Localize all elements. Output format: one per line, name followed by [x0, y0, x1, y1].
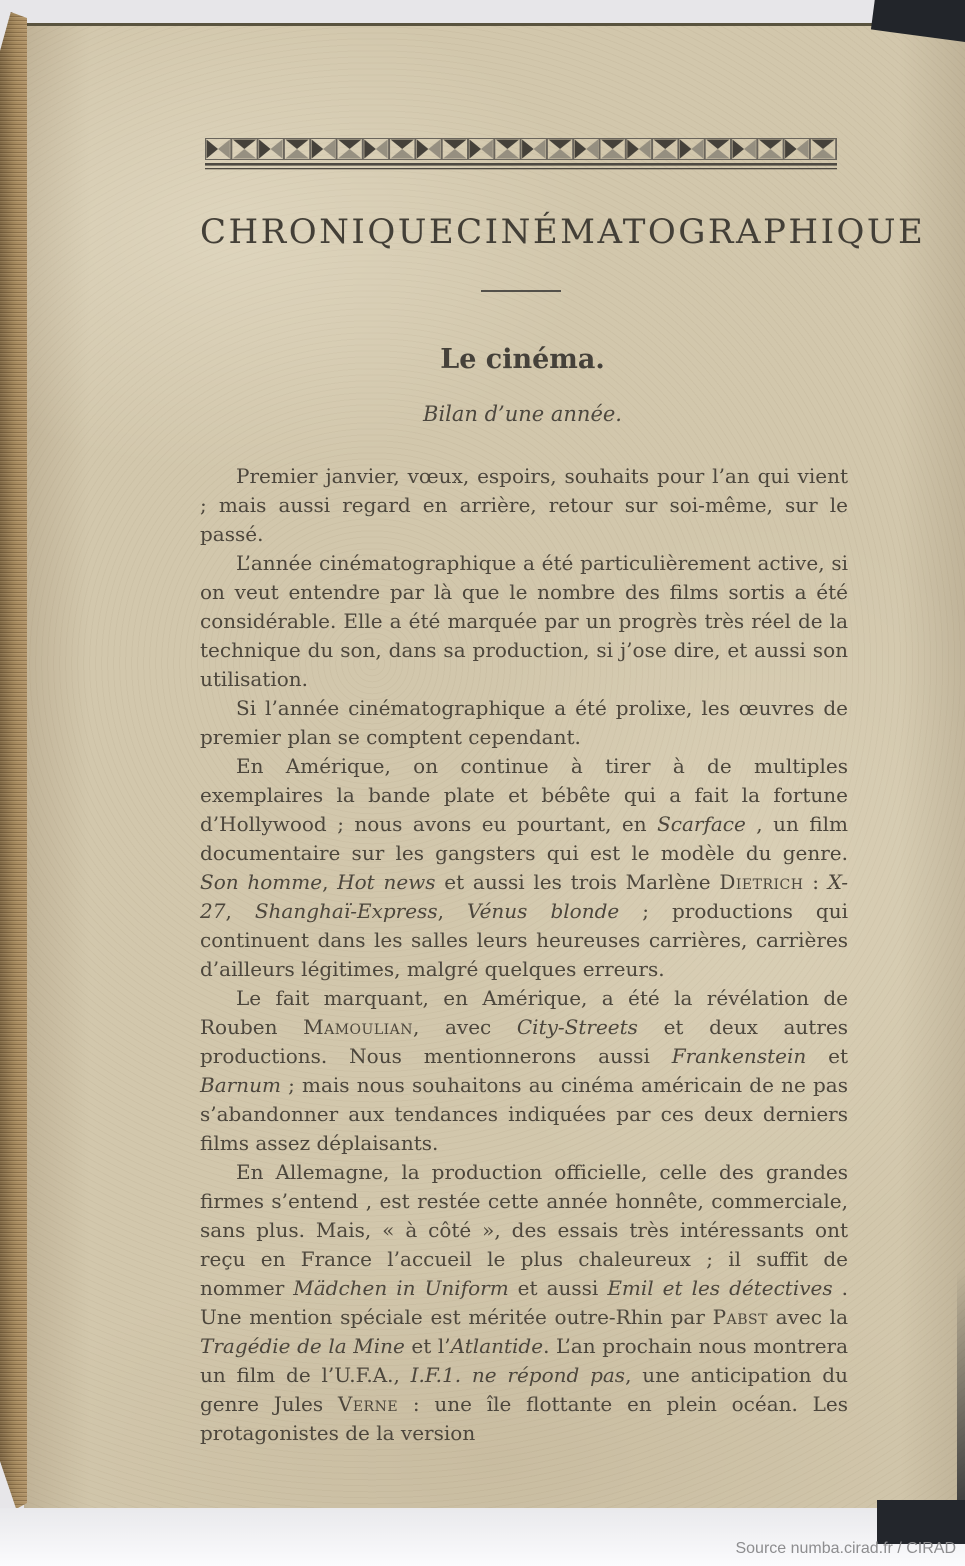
- section-subheading: Bilan d’une année.: [423, 402, 622, 426]
- film-title: Vénus blonde: [466, 899, 620, 923]
- film-title: Atlantide: [450, 1334, 544, 1358]
- text-run: Si l’année cinématographique a été prolixe, les œuvres de premier plan se comptent cependant.: [200, 696, 848, 749]
- text-run: ,: [225, 899, 255, 923]
- text-run: ,: [322, 870, 338, 894]
- person-name: Dietrich: [719, 870, 804, 894]
- book-cover-edge-right: [957, 1270, 965, 1512]
- film-title: Son homme: [200, 870, 323, 894]
- text-run: ; productions qui continuent dans les salles leurs heureuses carrières, carrières d’ailleurs légitimes, malgré quelques erreurs.: [200, 899, 848, 981]
- film-title: Scarface: [657, 812, 746, 836]
- book-cover-corner-bottom-right: [877, 1500, 965, 1544]
- text-run: En Allemagne, la production officielle, celle des grandes firmes s’entend , est restée cette année honnête, commerciale, sans plus. Mais, « à côté », des essais très intéressants ont reçu en France l’accueil le plus chaleureux ; il suffit de nommer: [200, 1160, 848, 1300]
- text-run: . Une mention spéciale est méritée outre-Rhin par: [200, 1276, 848, 1329]
- film-title: X-27: [200, 870, 848, 923]
- title-divider-rule: [481, 290, 561, 292]
- film-title: Mädchen in Uniform: [293, 1276, 509, 1300]
- film-title: Shanghaï-Express: [254, 899, 438, 923]
- film-title: City-Streets: [516, 1015, 638, 1039]
- article-body: [200, 462, 848, 1448]
- text-run: En Amérique, on continue à tirer à de multiples exemplaires la bande plate et bébête qui a fait la fortune d’Hollywood ; nous avons eu pourtant, en: [200, 754, 848, 836]
- text-run: et aussi: [508, 1276, 608, 1300]
- text-run: ; mais nous souhaitons au cinéma américain de ne pas s’abandonner aux tendances indiquées par ces deux derniers films assez déplaisants.: [200, 1073, 848, 1155]
- text-run: et aussi les trois Marlène: [435, 870, 720, 894]
- text-run: et deux autres productions. Nous mentionnerons aussi: [200, 1015, 848, 1068]
- film-title: Hot news: [337, 870, 436, 894]
- section-heading: Le cinéma.: [440, 344, 605, 375]
- paragraph: [200, 752, 848, 984]
- person-name: Mamoulian: [303, 1015, 414, 1039]
- film-title: Tragédie de la Mine: [200, 1334, 405, 1358]
- text-run: :: [803, 870, 828, 894]
- text-run: : une île flottante en plein océan. Les protagonistes de la version: [200, 1392, 849, 1445]
- paragraph: [200, 1158, 848, 1448]
- text-run: et l’: [404, 1334, 451, 1358]
- text-run: , une anticipation du genre Jules: [200, 1363, 848, 1416]
- text-run: Premier janvier, vœux, espoirs, souhaits pour l’an qui vient ; mais aussi regard en arrière, retour sur soi-même, sur le passé.: [200, 464, 848, 546]
- ornament-band: [205, 138, 837, 176]
- film-title: Barnum: [200, 1073, 281, 1097]
- article-title-word-1: CHRONIQUE: [200, 212, 457, 252]
- paragraph: [200, 694, 848, 752]
- paragraph: [200, 984, 848, 1158]
- text-run: L’année cinématographique a été particulièrement active, si on veut entendre par là que le nombre des films sortis a été considérable. Elle a été marquée par un progrès très réel de la technique du son, dans sa production, si j’ose dire, et aussi son utilisation.: [200, 551, 848, 691]
- text-run: , avec: [413, 1015, 517, 1039]
- paragraph: [200, 549, 848, 694]
- film-title: I.F.1. ne répond pas: [410, 1363, 626, 1387]
- source-watermark: Source numba.cirad.fr / CIRAD: [735, 1540, 956, 1557]
- text-run: ,: [437, 899, 467, 923]
- film-title: Emil et les détectives: [607, 1276, 833, 1300]
- text-run: avec la: [767, 1305, 848, 1329]
- film-title: Frankenstein: [671, 1044, 807, 1068]
- text-run: . L’an prochain nous montrera un film de l’U.F.A.,: [200, 1334, 849, 1387]
- person-name: Pabst: [712, 1305, 768, 1329]
- person-name: Verne: [337, 1392, 399, 1416]
- book-fore-edge: [0, 12, 27, 1509]
- article-title-word-2: CINÉMATOGRAPHIQUE: [456, 212, 926, 252]
- text-run: et: [806, 1044, 848, 1068]
- text-run: , un film documentaire sur les gangsters qui est le modèle du genre.: [200, 812, 848, 865]
- text-run: Le fait marquant, en Amérique, a été la révélation de Rouben: [200, 986, 848, 1039]
- triangle-ornament-icon: [205, 138, 837, 172]
- article-title: [200, 212, 926, 252]
- paragraph: [200, 462, 848, 549]
